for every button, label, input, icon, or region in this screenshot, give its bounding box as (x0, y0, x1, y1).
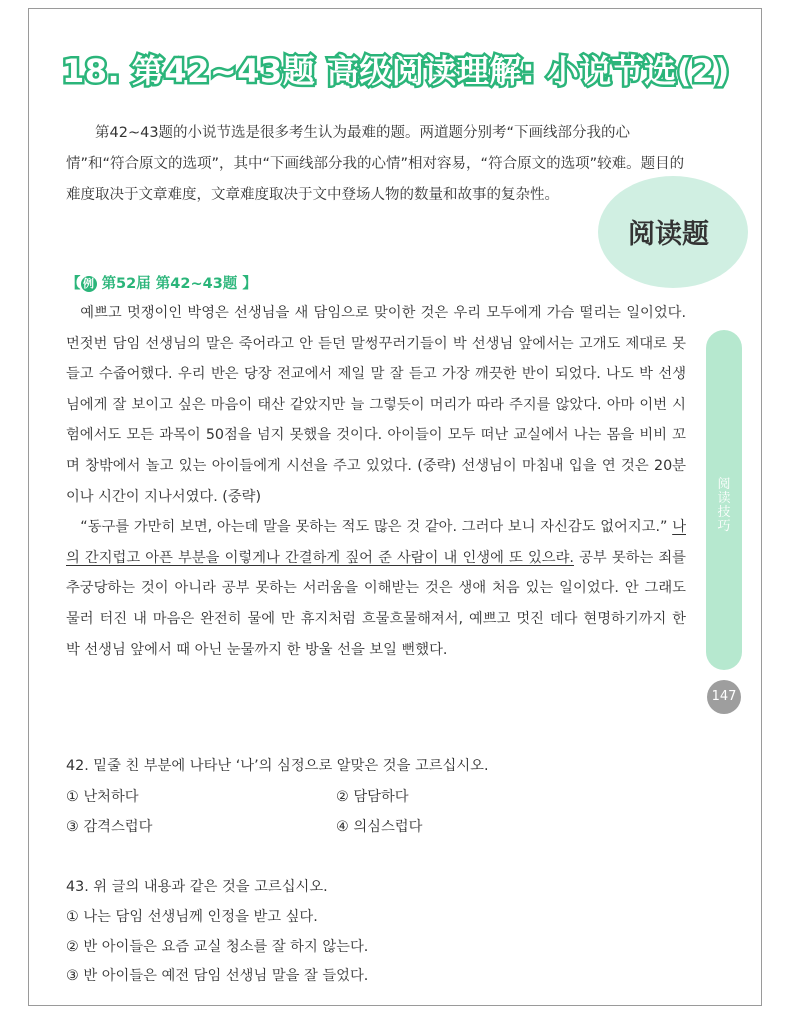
passage-quote: “동구를 가만히 보면, 아는데 말을 못하는 적도 많은 것 같아. 그러다 보니 자신감도 없어지고.” (80, 519, 673, 536)
underlined-sentence: 나의 간지럽고 아픈 부분을 이렇게나 간결하게 짚어 준 사람이 내 인생에 또 있으랴. (66, 519, 686, 566)
passage-paragraph-1: 예쁘고 멋쟁이인 박영은 선생님을 새 담임으로 맞이한 것은 우리 모두에게 가슴 떨리는 일이었다. 먼젓번 담임 선생님의 말은 죽어라고 안 듣던 말썽꾸러기들이 박 선생님 앞에서는 고개도 제대로 못 들고 수줍어했다. 우리 반은 당장 전교에서 제일 말 잘 듣고 가장 깨끗한 반이 되었다. 나도 박 선생님에게 잘 보이고 싶은 마음이 태산 같았지만 늘 그렇듯이 머리가 따라 주지를 않았다. 아마 이번 시험에서도 모든 과목이 50점을 넘지 못했을 것이다. 아이들이 모두 떠난 교실에서 나는 몸을 비비 꼬며 창밖에서 놀고 있는 아이들에게 시선을 주고 있었다. (중략) 선생님이 마침내 입을 연 것은 20분이나 시간이 지나서였다. (중략) (66, 305, 686, 505)
close-bracket: 】 (242, 276, 257, 292)
passage-paragraph-2 (66, 512, 686, 665)
example-badge-icon: 例 (81, 276, 97, 292)
side-tab-label: 阅读技巧 (717, 477, 731, 534)
example-heading (66, 272, 257, 293)
question-43: 43. 위 글의 내용과 같은 것을 고르십시오. (66, 879, 328, 895)
q43-option-1: ① 나는 담임 선생님께 인정을 받고 싶다. (66, 909, 318, 925)
open-bracket: 【 (66, 276, 81, 292)
example-label: 第52届 第42~43题 (101, 276, 238, 292)
question-42: 42. 밑줄 친 부분에 나타난 ‘나’의 심정으로 알맞은 것을 고르십시오. (66, 758, 489, 774)
q42-option-1: ① 난처하다 (66, 789, 139, 805)
q42-option-2: ② 담담하다 (336, 789, 409, 805)
intro-paragraph: 第42~43题的小说节选是很多考生认为最难的题。两道题分别考“下画线部分我的心情”和“符合原文的选项”，其中“下画线部分我的心情”相对容易，“符合原文的选项”较难。题目的难度取决于文章难度，文章难度取决于文中登场人物的数量和故事的复杂性。 (66, 125, 685, 203)
intro-text (66, 118, 688, 211)
q42-option-4: ④ 의심스럽다 (336, 819, 423, 835)
passage-continuation: 공부 못하는 죄를 추궁당하는 것이 아니라 공부 못하는 서러움을 이해받는 것은 생애 처음 있는 일이었다. 안 그래도 물러 터진 내 마음은 완전히 물에 만 휴지처럼 흐물흐물해져서, 예쁘고 멋진 데다 현명하기까지 한 박 선생님 앞에서 때 아닌 눈물까지 한 방울 선을 보일 뻔했다. (66, 549, 686, 658)
bubble-label: 阅读题 (628, 219, 709, 250)
page-number: 147 (707, 680, 741, 714)
q43-option-2: ② 반 아이들은 요즘 교실 청소를 잘 하지 않는다. (66, 939, 369, 955)
page-title: 18. 第42~43题 高级阅读理解: 小说节选(2) (62, 52, 730, 90)
q42-option-3: ③ 감격스럽다 (66, 819, 153, 835)
q43-option-3: ③ 반 아이들은 예전 담임 선생님 말을 잘 들었다. (66, 968, 369, 984)
reading-passage (66, 298, 686, 665)
